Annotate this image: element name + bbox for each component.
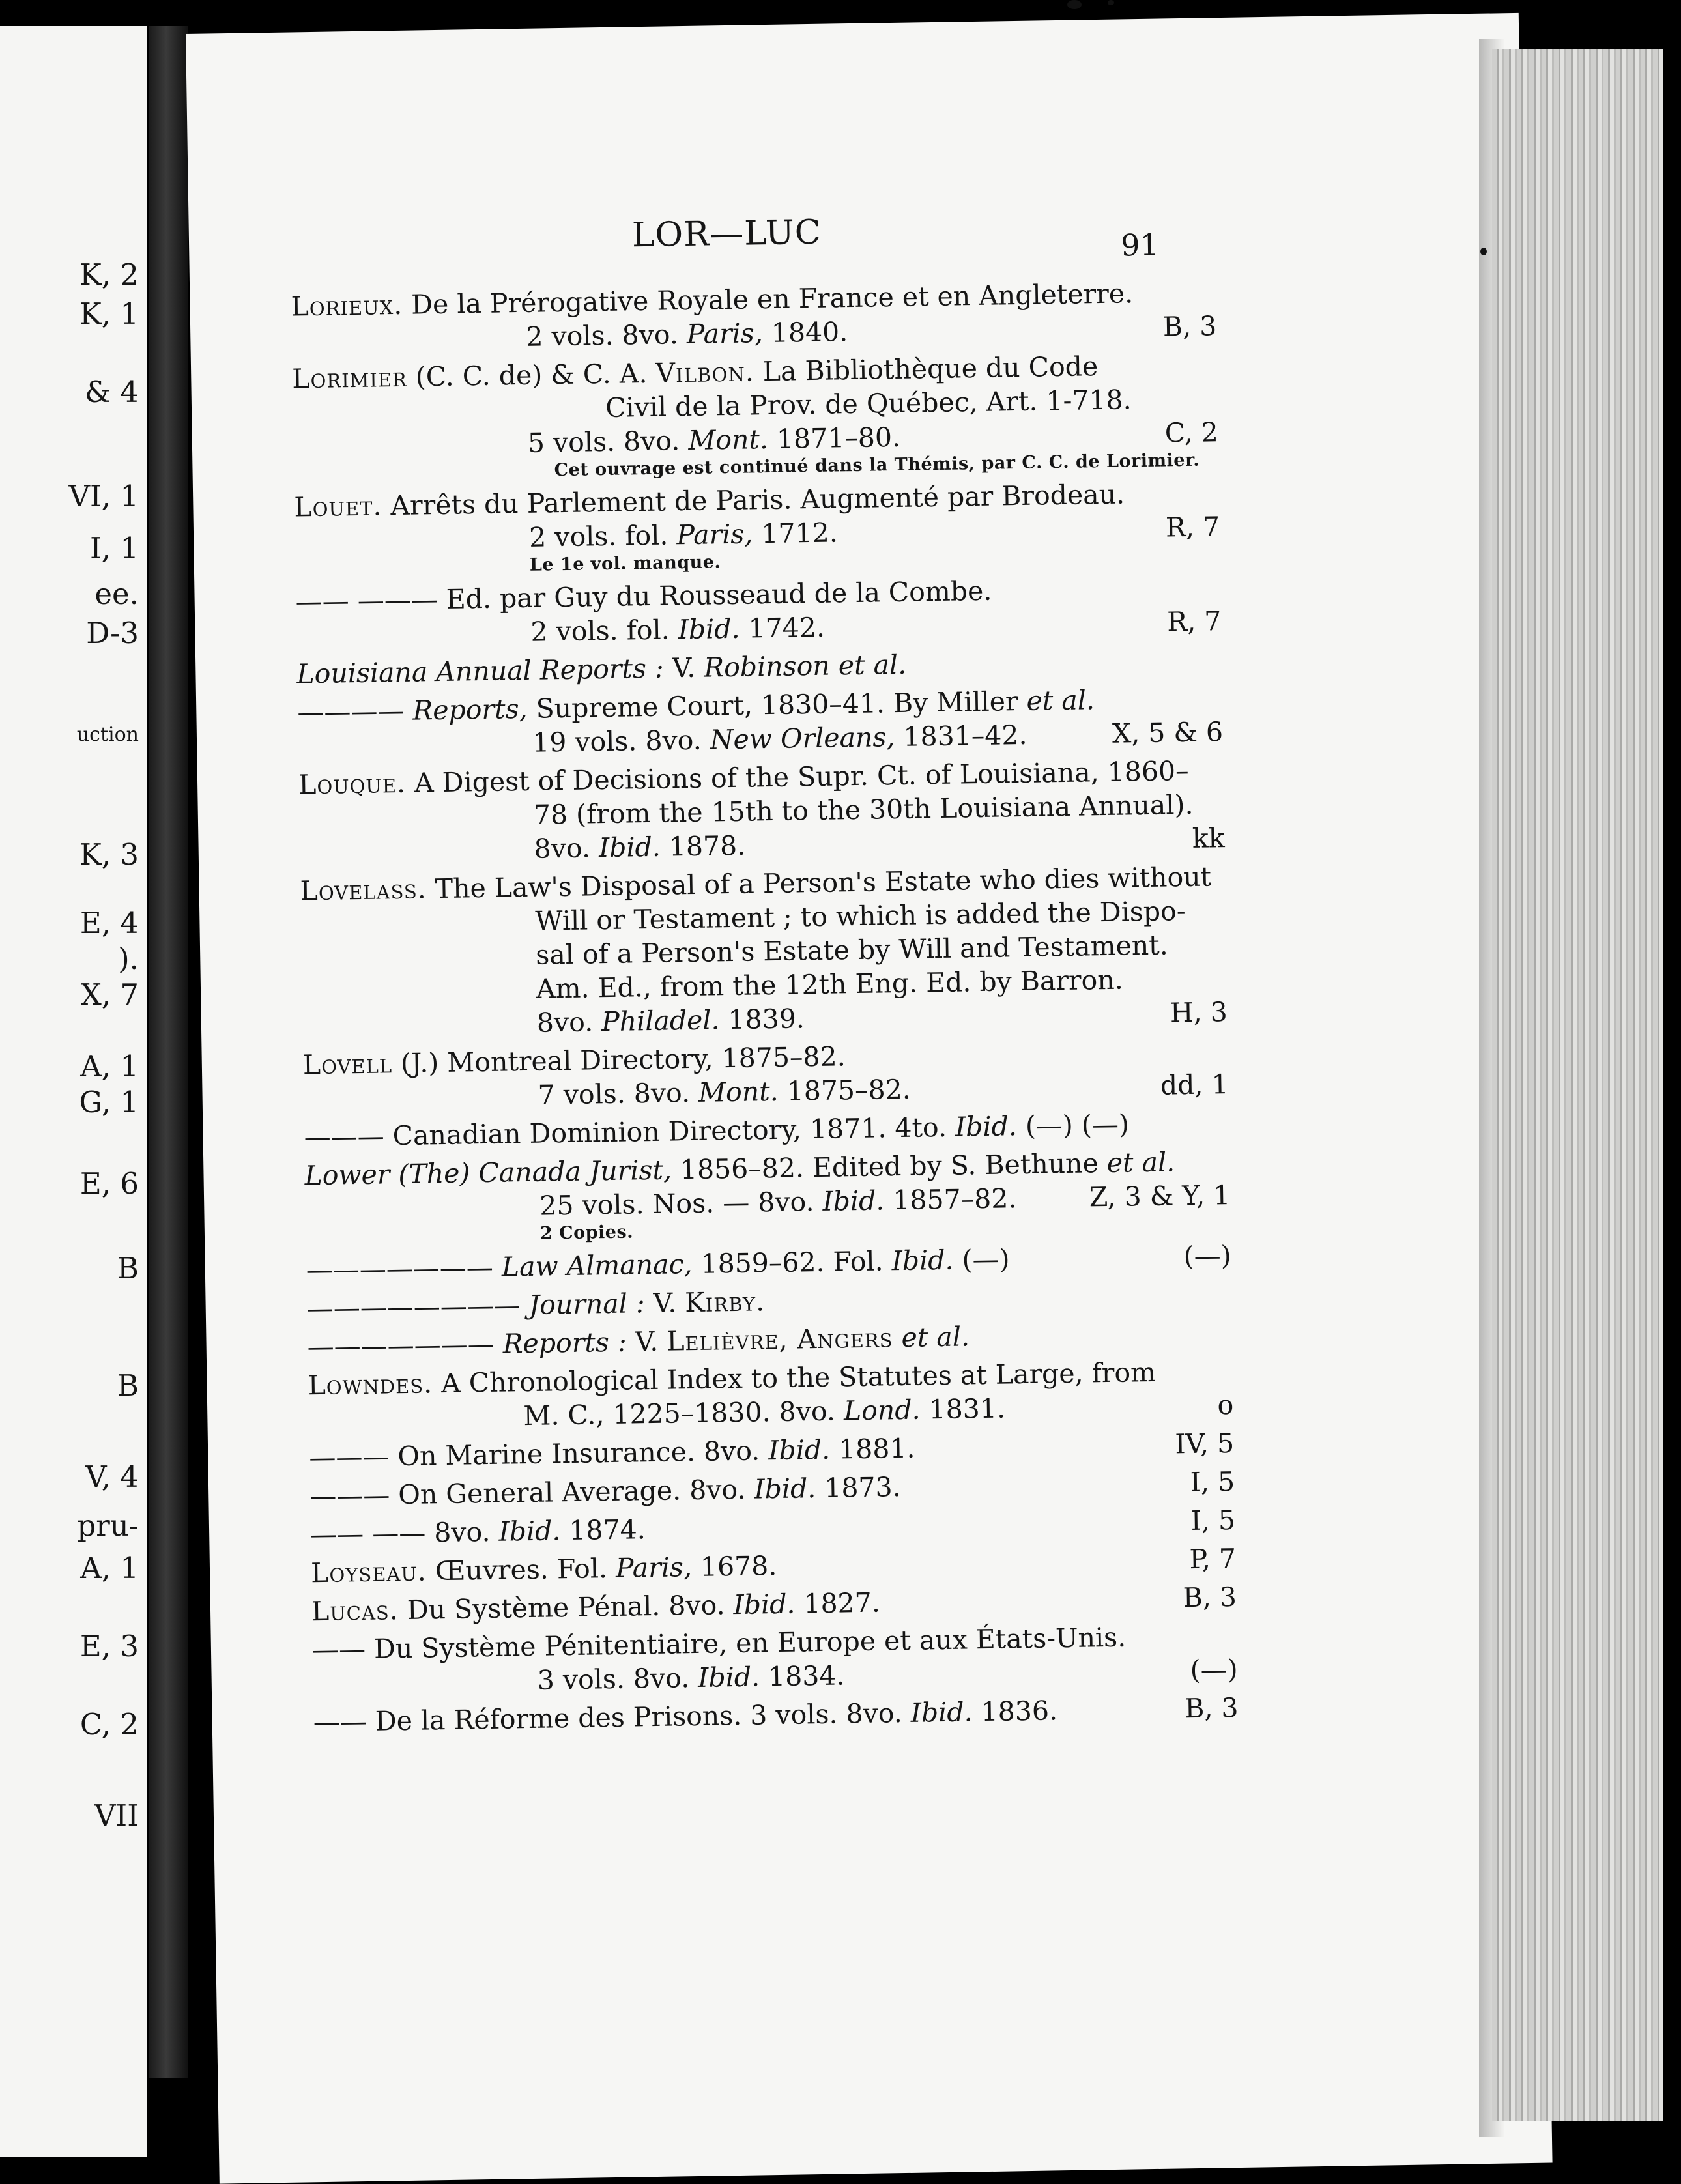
entry-text: 2 vols. fol. (528, 519, 677, 553)
catalogue-entry (295, 570, 1221, 652)
left-page-fragment: A, 1 (80, 1049, 139, 1084)
catalogue-entry (291, 275, 1216, 357)
author-name: Kirby. (684, 1286, 766, 1319)
italic-text: et al. (1106, 1146, 1175, 1179)
page-block-edges (1492, 49, 1663, 2121)
catalogue-entry (292, 347, 1219, 485)
entry-text: (J.) Montreal Directory, 1875–82. (392, 1041, 846, 1080)
entry-text: ———— (297, 695, 413, 728)
shelf-mark: B, 3 (1183, 1581, 1237, 1614)
shelf-mark: I, 5 (1190, 1504, 1236, 1537)
entry-text: M. C., 1225–1830. 8vo. (523, 1395, 844, 1432)
entry-text: 1831. (920, 1392, 1006, 1426)
shelf-mark: IV, 5 (1175, 1427, 1235, 1460)
catalogue-entry (308, 1354, 1233, 1436)
author-name: Lucas. (311, 1594, 399, 1628)
left-page-fragment: V, 4 (85, 1459, 139, 1494)
entry-text: 1874. (560, 1514, 646, 1547)
entry-text: 8vo. (536, 1006, 602, 1039)
entry-text (893, 1322, 902, 1353)
entry-text: 1878. (660, 829, 746, 863)
italic-text: Ibid. (697, 1661, 760, 1693)
entry-text: ——— Canadian Dominion Directory, 1871. 4to. (304, 1111, 956, 1153)
entry-text: De la Prérogative Royale en France et en Angleterre. (402, 278, 1134, 321)
entry-text: A Chronological Index to the Statutes at Large, from (432, 1356, 1157, 1400)
shelf-mark: kk (1192, 822, 1225, 854)
catalogue-page (186, 13, 1553, 2184)
left-page-fragment: E, 6 (79, 1166, 139, 1201)
entry-text: (—) (—) (1016, 1108, 1130, 1142)
scan-speck (1480, 248, 1487, 255)
left-page-fragment: A, 1 (80, 1551, 139, 1585)
author-name: Lovelass. (300, 873, 427, 907)
left-page-fragment: C, 2 (79, 1707, 139, 1742)
italic-text: Reports, (412, 693, 528, 726)
italic-text: Ibid. (678, 612, 740, 646)
entry-text: Œuvres. Fol. (426, 1552, 616, 1587)
italic-text: Ibid. (891, 1244, 954, 1277)
author-name: Lowndes. (308, 1368, 433, 1401)
entry-text: La Bibliothèque du Code (754, 351, 1099, 388)
shelf-mark: B, 3 (1162, 310, 1217, 343)
entry-text: Cet ouvrage est continué dans la Thémis, par C. C. de Lorimier. (554, 450, 1200, 481)
catalogue-entry (300, 859, 1228, 1043)
shelf-mark: R, 7 (1166, 605, 1222, 638)
entry-text: V. (663, 652, 704, 684)
entry-text: Arrêts du Parlement de Paris. Augmenté par Brodeau. (382, 478, 1125, 522)
left-page-fragment: & 4 (85, 375, 139, 409)
italic-text: Ibid. (768, 1433, 831, 1467)
entry-text: Le 1e vol. manque. (529, 552, 721, 575)
shelf-mark: I, 5 (1190, 1465, 1235, 1499)
left-page-fragment: B (117, 1368, 139, 1403)
entry-text: sal of a Person's Estate by Will and Testament. (535, 929, 1169, 971)
running-head: LOR—LUC (631, 212, 822, 255)
entry-text: (—) (953, 1243, 1010, 1276)
entry-text: 2 vols. 8vo. (525, 318, 687, 352)
entry-text: ——— On Marine Insurance. 8vo. (308, 1435, 769, 1474)
entry-text: 1831–42. (895, 719, 1027, 753)
entry-text: 1839. (719, 1003, 805, 1036)
italic-text: Paris, (676, 518, 753, 551)
left-page-fragment: E, 4 (79, 906, 139, 940)
shelf-mark: H, 3 (1170, 996, 1228, 1029)
entry-text: —— —— 8vo. (309, 1516, 499, 1551)
catalogue-entry (294, 476, 1220, 580)
left-page-fragment: K, 2 (79, 257, 139, 292)
book-gutter (149, 26, 188, 2078)
left-facing-page (0, 26, 147, 2157)
entry-text: 2 Copies. (539, 1222, 634, 1244)
shelf-mark: dd, 1 (1160, 1069, 1229, 1101)
shelf-mark: B, 3 (1184, 1691, 1239, 1725)
entry-text: A Digest of Decisions of the Supr. Ct. of Louisiana, 1860– (405, 754, 1189, 799)
italic-text: Paris, (615, 1551, 693, 1584)
entry-text: —— ——— Ed. par Guy du Rousseaud de la Combe. (295, 575, 992, 618)
catalogue-entry (298, 753, 1225, 869)
italic-text: New Orleans, (710, 721, 895, 756)
shelf-mark: P, 7 (1189, 1542, 1237, 1575)
italic-text: Law Almanac, (501, 1248, 693, 1283)
italic-text: et al. (1026, 684, 1095, 717)
entry-text: 1875–82. (778, 1073, 912, 1107)
entry-text: Supreme Court, 1830–41. By Miller (527, 685, 1027, 725)
italic-text: et al. (901, 1321, 970, 1353)
left-page-fragment: K, 3 (79, 837, 139, 872)
left-page-fragment: K, 1 (79, 296, 139, 331)
author-name: Louet. (294, 490, 382, 523)
author-name: Lorimier (291, 361, 408, 395)
italic-text: Paris, (686, 317, 764, 350)
italic-text: Mont. (698, 1075, 779, 1108)
entry-text: V. (626, 1325, 667, 1358)
left-page-fragment: B (117, 1251, 139, 1286)
page-number: 91 (1120, 227, 1160, 263)
entry-text: 1871–80. (768, 421, 901, 455)
entry-text: Will or Testament ; to which is added the Dispo- (535, 895, 1186, 937)
author-name: Loyseau. (310, 1555, 427, 1589)
entry-text: 8vo. (534, 832, 599, 865)
entry-text: ——————— (307, 1328, 504, 1363)
author-name: Vilbon. (655, 356, 755, 389)
italic-text: Robinson et al. (703, 648, 907, 683)
italic-text: Lower (The) Canada Jurist, (304, 1154, 672, 1192)
entry-text: 1836. (972, 1695, 1058, 1728)
entry-text: Am. Ed., from the 12th Eng. Ed. by Barron. (536, 964, 1124, 1005)
shelf-mark: o (1217, 1389, 1234, 1421)
entry-text: 25 vols. Nos. — 8vo. (539, 1185, 823, 1222)
entry-text: 1712. (753, 517, 839, 550)
catalogue-entry (302, 1033, 1228, 1115)
author-name: Louque. (298, 767, 407, 801)
left-page-fragment: uction (76, 723, 139, 746)
entry-text: 1881. (829, 1432, 915, 1465)
entry-text: 1678. (691, 1550, 777, 1583)
entry-text: 78 (from the 15th to the 30th Louisiana Annual). (533, 788, 1194, 831)
shelf-mark: X, 5 & 6 (1112, 716, 1224, 749)
author-name: Lovell (302, 1048, 393, 1081)
entry-text: ———————— (306, 1289, 530, 1325)
entry-text: 19 vols. 8vo. (532, 724, 711, 758)
italic-text: Reports : (502, 1326, 627, 1360)
left-page-fragment: E, 3 (79, 1629, 139, 1663)
italic-text: Philadel. (601, 1004, 720, 1038)
italic-text: Lond. (843, 1394, 921, 1427)
catalogue-entry (304, 1144, 1231, 1248)
left-page-fragment: VI, 1 (68, 479, 139, 513)
entry-text: 1859–62. Fol. (692, 1245, 893, 1280)
entry-text: 1857–82. (884, 1183, 1017, 1216)
italic-text: Mont. (687, 424, 769, 456)
entry-text: 1873. (815, 1471, 902, 1504)
left-page-fragment: VII (94, 1798, 139, 1833)
left-page-fragment: G, 1 (79, 1085, 139, 1119)
italic-text: Ibid. (733, 1588, 796, 1621)
entry-text: Du Système Pénal. 8vo. (398, 1589, 734, 1626)
author-name: Lorieux. (291, 289, 403, 323)
entry-text: —— De la Réforme des Prisons. 3 vols. 8vo. (313, 1697, 912, 1738)
entry-text: ——————— (306, 1251, 502, 1286)
italic-text: Ibid. (822, 1185, 885, 1217)
entry-text: —— Du Système Pénitentiaire, en Europe et aux États-Unis. (311, 1621, 1127, 1666)
left-page-fragment: I, 1 (89, 531, 139, 566)
entry-text: 1840. (762, 316, 848, 349)
shelf-mark: (—) (1183, 1240, 1232, 1272)
entry-text: 7 vols. 8vo. (538, 1076, 699, 1111)
entry-text: Civil de la Prov. de Québec, Art. 1-718. (605, 384, 1132, 424)
left-page-fragment: pru- (77, 1508, 139, 1543)
scan-speck (1067, 0, 1082, 9)
shelf-mark: C, 2 (1164, 416, 1219, 449)
italic-text: Journal : (528, 1287, 646, 1321)
scan-speck (1108, 0, 1114, 5)
entry-text: 5 vols. 8vo. (527, 424, 689, 459)
entry-text: V. (644, 1287, 685, 1319)
left-page-fragment: D-3 (86, 616, 139, 650)
italic-text: Ibid. (910, 1696, 973, 1729)
shelf-mark: Z, 3 & Y, 1 (1089, 1179, 1231, 1213)
entry-text: 3 vols. 8vo. (537, 1661, 698, 1696)
entry-text: The Law's Disposal of a Person's Estate who dies without (426, 861, 1212, 905)
author-name: Lelièvre, Angers (666, 1322, 893, 1357)
entry-text: 2 vols. fol. (530, 614, 679, 648)
italic-text: Louisiana Annual Reports : (296, 652, 665, 690)
left-page-fragment: ). (118, 941, 139, 976)
shelf-mark: R, 7 (1165, 511, 1220, 543)
entry-text: 1834. (759, 1660, 845, 1693)
left-page-fragment: ee. (94, 577, 139, 611)
entry-text: 1827. (795, 1587, 881, 1620)
catalogue-entry (312, 1618, 1238, 1701)
italic-text: Ibid. (754, 1473, 816, 1505)
catalogue-entry (297, 681, 1223, 763)
entry-text: 1856–82. Edited by S. Bethune (671, 1147, 1108, 1186)
entry-text: ——— On General Average. 8vo. (309, 1473, 754, 1512)
entry-text: (C. C. de) & C. A. (407, 357, 656, 393)
italic-text: Ibid. (955, 1110, 1018, 1143)
entry-text: 1742. (740, 611, 826, 644)
catalogue-entries (291, 275, 1239, 1744)
left-page-fragment: X, 7 (80, 977, 139, 1012)
italic-text: Ibid. (498, 1515, 561, 1547)
italic-text: Ibid. (598, 831, 661, 864)
shelf-mark: (—) (1190, 1653, 1239, 1686)
